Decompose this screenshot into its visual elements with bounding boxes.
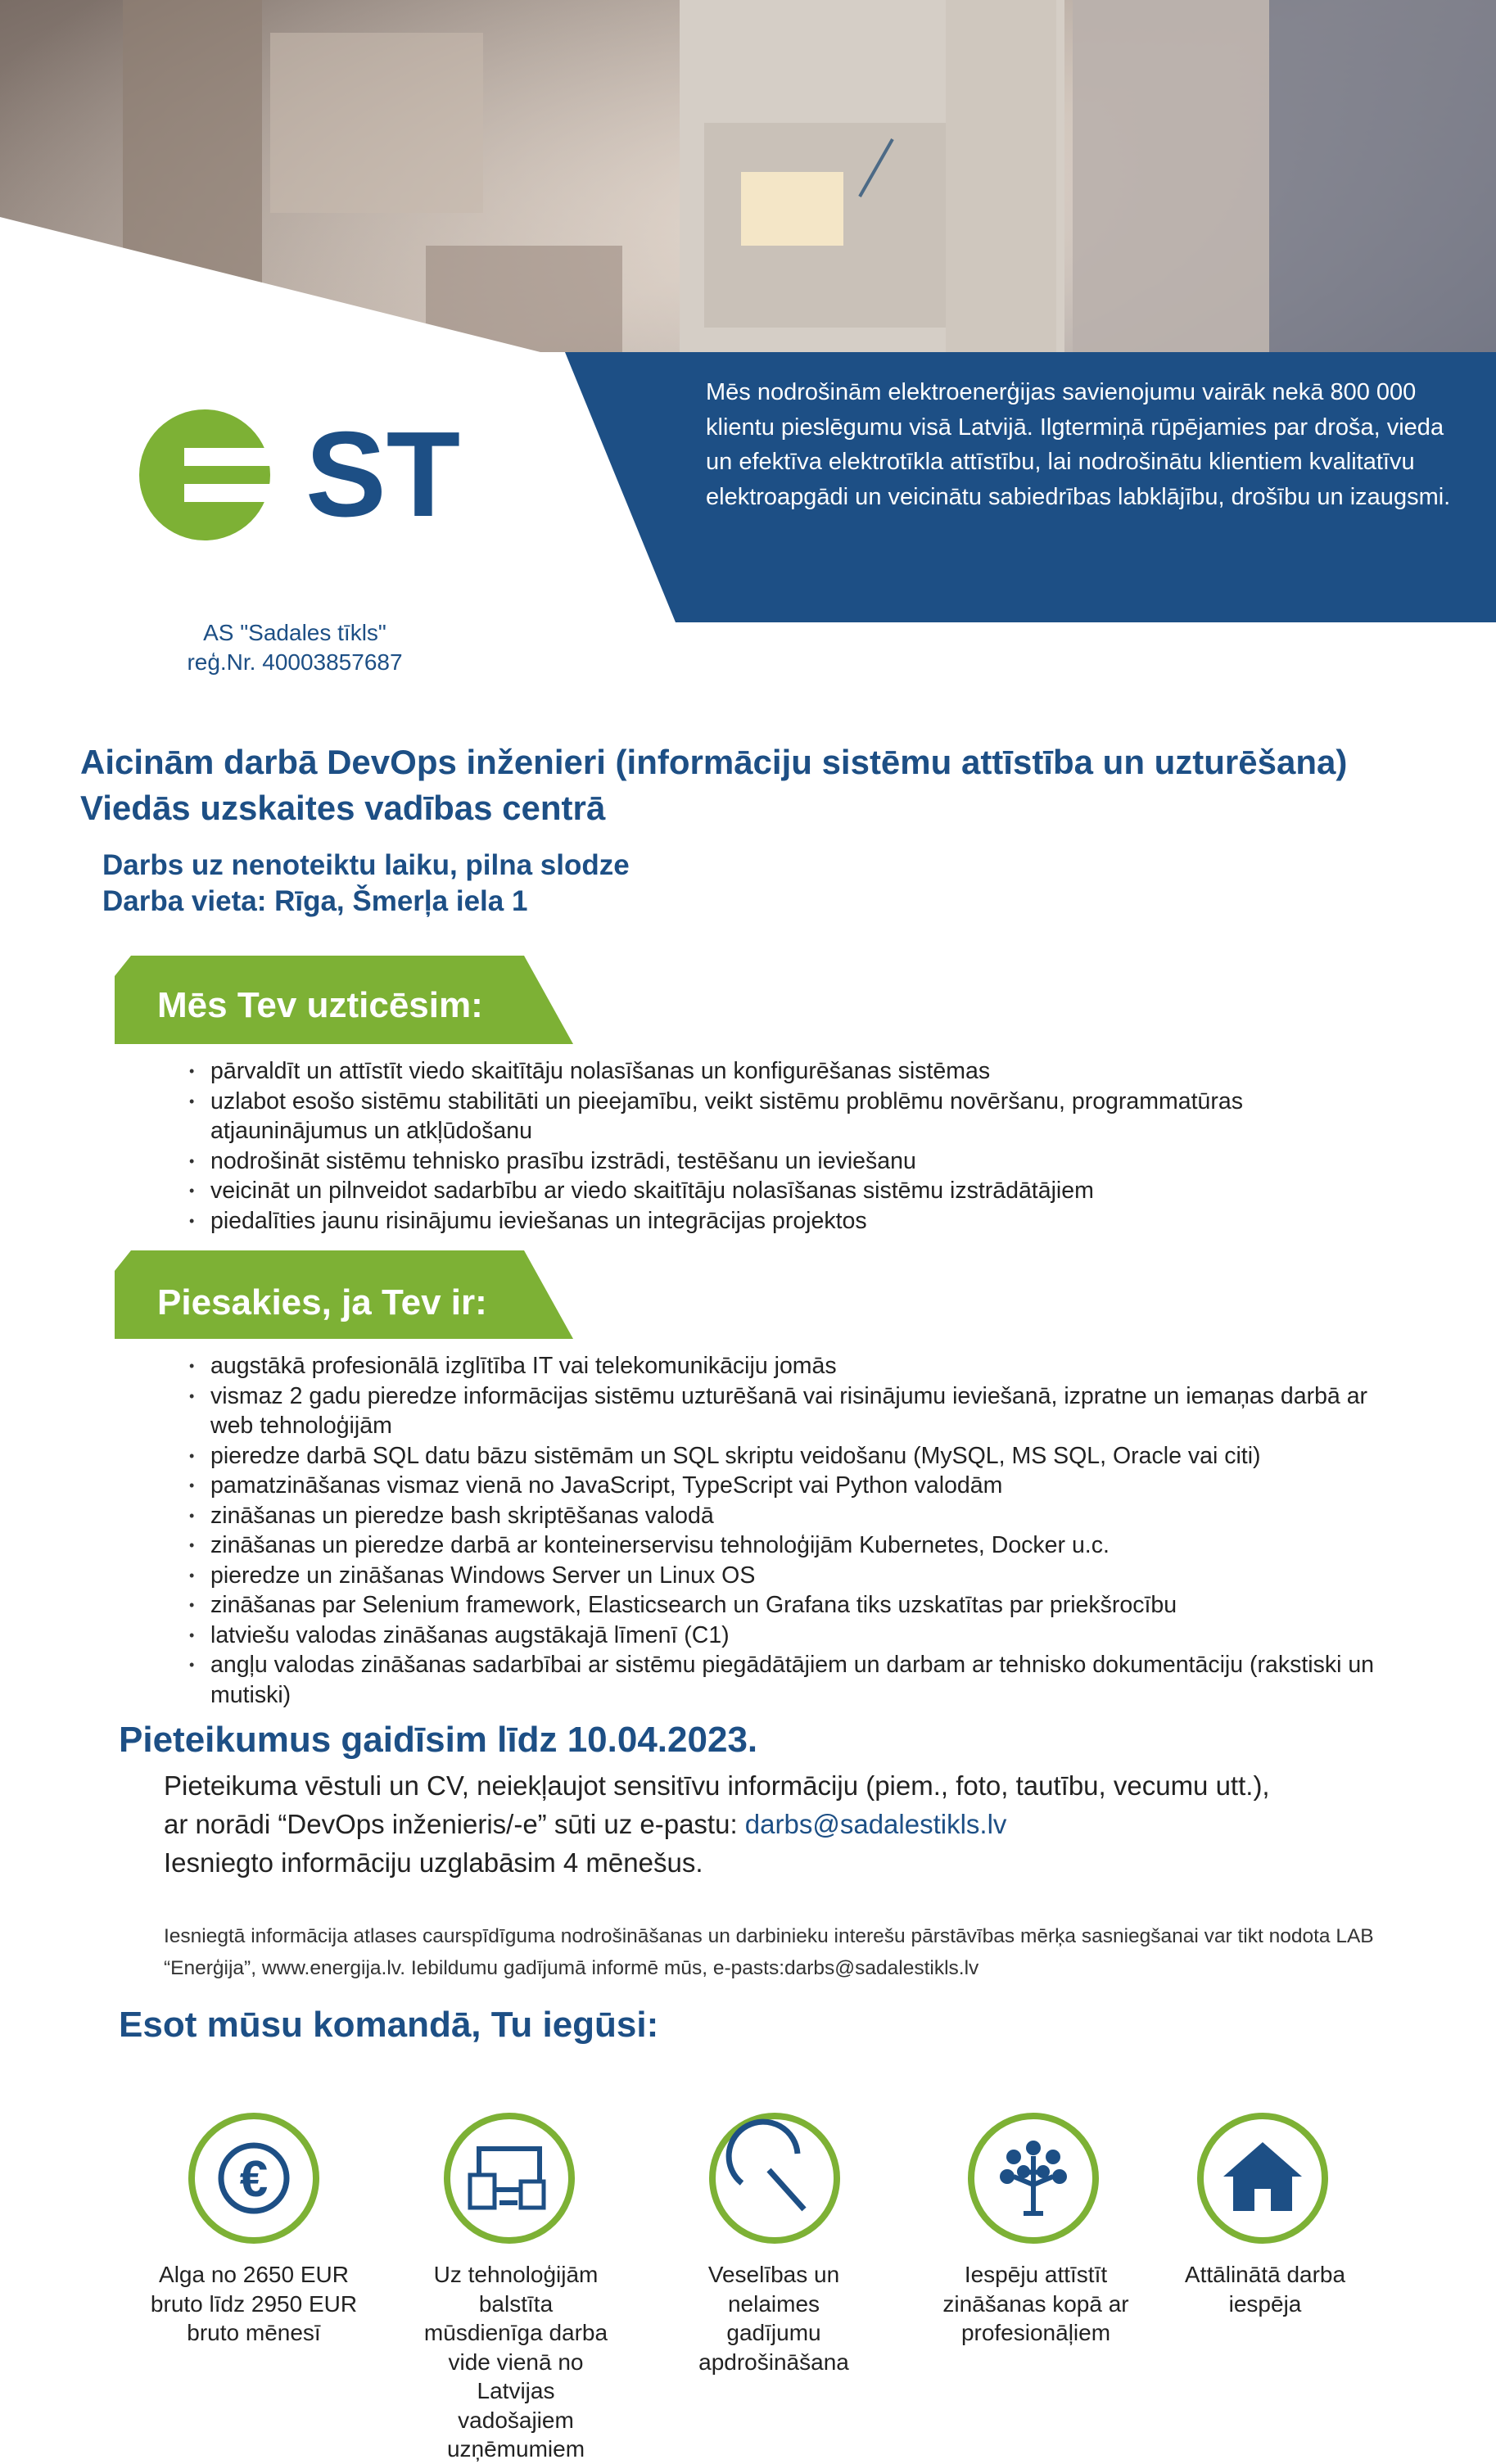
- bullet-icon: •: [189, 1063, 195, 1079]
- benefits-heading: Esot mūsu komandā, Tu iegūsi:: [119, 2005, 659, 2045]
- list-item-text: zināšanas un pieredze darbā ar konteinerservisu tehnoloģijām Kubernetes, Docker u.c.: [210, 1532, 1110, 1558]
- bullet-icon: •: [189, 1626, 195, 1643]
- list-item-text: pārvaldīt un attīstīt viedo skaitītāju nolasīšanas un konfigurēšanas sistēmas: [210, 1058, 991, 1084]
- home-icon: [1195, 2111, 1330, 2245]
- euro-icon: [187, 2111, 321, 2245]
- list-item: [189, 1087, 1406, 1146]
- apply-line2-text: ar norādi “DevOps inženieris/-e” sūti uz e-pastu:: [164, 1809, 745, 1839]
- bullet-icon: •: [189, 1567, 195, 1584]
- benefit-label-insurance: Veselības un nelaimes gadījumu apdrošināšana: [698, 2262, 849, 2375]
- benefit-label-salary: Alga no 2650 EUR bruto līdz 2950 EUR bruto mēnesī: [150, 2262, 358, 2345]
- list-item-text: angļu valodas zināšanas sadarbībai ar sistēmu piegādātājiem un darbam ar tehnisko dokumentāciju (rakstiski un mutiski): [210, 1652, 1375, 1708]
- bullet-icon: •: [189, 1507, 195, 1524]
- list-item-text: pieredze un zināšanas Windows Server un Linux OS: [210, 1562, 756, 1589]
- list-item-text: zināšanas par Selenium framework, Elasticsearch un Grafana tiks uzskatītas par priekšrocību: [210, 1592, 1177, 1618]
- list-item-text: latviešu valodas zināšanas augstākajā līmenī (C1): [210, 1621, 730, 1648]
- email-link[interactable]: darbs@sadalestikls.lv: [744, 1809, 1007, 1839]
- list-item: [189, 1056, 1406, 1087]
- list-item-text: uzlabot esošo sistēmu stabilitāti un pieejamību, veikt sistēmu problēmu novēršanu, programmatūras atjauninājumus un atkļūdošanu: [210, 1087, 1243, 1144]
- list-item-text: pamatzināšanas vismaz vienā no JavaScript, TypeScript vai Python valodām: [210, 1472, 1003, 1499]
- list-item: [189, 1146, 1406, 1177]
- bullet-icon: •: [189, 1152, 195, 1169]
- company-reg: reģ.Nr. 40003857687: [187, 649, 403, 675]
- devices-icon: [442, 2111, 576, 2245]
- bullet-icon: •: [189, 1477, 195, 1494]
- bullet-icon: •: [189, 1358, 195, 1374]
- employment-type: Darbs uz nenoteiktu laiku, pilna slodze: [102, 849, 630, 881]
- bullet-icon: •: [189, 1597, 195, 1613]
- list-item: [189, 1471, 1406, 1501]
- intro-text: Mēs nodrošinām elektroenerģijas savienojumu vairāk nekā 800 000 klientu pieslēgumu visā Latvijā. Ilgtermiņā rūpējamies par droša, vieda un efektīva elektrotīkla attīstību, lai nodrošinātu klientiem kvalitatīvu elektroapgādi un veicinātu sabiedrības labklājību, drošību un izaugsmi.: [706, 379, 1451, 510]
- logo-text: ST: [305, 407, 461, 542]
- list-item: [189, 1501, 1406, 1531]
- requirements-heading: Piesakies, ja Tev ir:: [157, 1282, 487, 1322]
- job-details: [102, 848, 1085, 920]
- benefit-label-workplace: Uz tehnoloģijām balstīta mūsdienīga darba vide vienā no Latvijas vadošajiem uzņēmumiem: [423, 2262, 608, 2462]
- job-title: [80, 739, 1472, 831]
- company-logo: [135, 405, 467, 545]
- list-item: [189, 1381, 1406, 1441]
- list-item: [189, 1441, 1406, 1472]
- list-item: [189, 1176, 1406, 1206]
- list-item: [189, 1561, 1406, 1591]
- bullet-icon: •: [189, 1447, 195, 1464]
- list-item: [189, 1206, 1406, 1237]
- deadline: Pieteikumus gaidīsim līdz 10.04.2023.: [119, 1720, 758, 1760]
- benefit-label-development: Iespēju attīstīt zināšanas kopā ar profesionāļiem: [942, 2262, 1129, 2345]
- trust-list: [189, 1056, 1406, 1236]
- list-item: [189, 1590, 1406, 1621]
- list-item-text: veicināt un pilnveidot sadarbību ar viedo skaitītāju nolasīšanas sistēmu izstrādātājiem: [210, 1178, 1094, 1204]
- requirements-list: [189, 1351, 1406, 1710]
- list-item-text: zināšanas un pieredze bash skriptēšanas valodā: [210, 1502, 714, 1529]
- company-name: AS "Sadales tīkls": [203, 620, 386, 645]
- job-title-line1: Aicinām darbā DevOps inženieri (informāciju sistēmu attīstība un uzturēšana): [80, 743, 1348, 781]
- tree-icon: [966, 2111, 1101, 2245]
- list-item-text: piedalīties jaunu risinājumu ieviešanas un integrācijas projektos: [210, 1207, 867, 1234]
- list-item-text: augstākā profesionālā izglītība IT vai telekomunikāciju jomās: [210, 1353, 837, 1379]
- privacy-notice: Iesniegtā informācija atlases caurspīdīguma nodrošināšanas un darbinieku interešu pārstāvības mērķa sasniegšanai var tikt nodota LAB “Enerģija”, www.energija.lv. Iebildumu gadījumā informē mūs, e-pasts:darbs@sadalestikls.lv: [164, 1925, 1374, 1979]
- bullet-icon: •: [189, 1387, 195, 1404]
- list-item: [189, 1351, 1406, 1381]
- bullet-icon: •: [189, 1092, 195, 1110]
- list-item: [189, 1530, 1406, 1561]
- bullet-icon: •: [189, 1537, 195, 1553]
- bullet-icon: •: [189, 1182, 195, 1199]
- list-item-text: pieredze darbā SQL datu bāzu sistēmām un SQL skriptu veidošanu (MySQL, MS SQL, Oracle vai citi): [210, 1442, 1261, 1469]
- list-item-text: vismaz 2 gadu pieredze informācijas sistēmu uzturēšanā vai risinājumu ieviešanā, izpratne un iemaņas darbā ar web tehnoloģijām: [210, 1382, 1368, 1439]
- bullet-icon: •: [189, 1657, 195, 1673]
- svg-text:€: €: [239, 2151, 269, 2208]
- list-item: [189, 1621, 1406, 1651]
- job-title-line2: Viedās uzskaites vadības centrā: [80, 789, 606, 827]
- application-instructions: [164, 1766, 1441, 1882]
- list-item-text: nodrošināt sistēmu tehnisko prasību izstrādi, testēšanu un ieviešanu: [210, 1147, 916, 1174]
- list-item: [189, 1650, 1406, 1710]
- benefit-label-remote: Attālinātā darba iespēja: [1184, 2262, 1346, 2317]
- section-banner-requirements: [115, 1250, 573, 1339]
- apply-line3: Iesniegto informāciju uzglabāsim 4 mēnešus.: [164, 1847, 703, 1878]
- job-location: Darba vieta: Rīga, Šmerļa iela 1: [102, 885, 528, 917]
- trust-heading: Mēs Tev uzticēsim:: [157, 985, 483, 1025]
- bullet-icon: •: [189, 1212, 195, 1229]
- company-info: [139, 618, 450, 677]
- apply-line2: [164, 1805, 1441, 1843]
- section-banner-trust: [115, 956, 573, 1044]
- umbrella-icon: [707, 2111, 842, 2245]
- apply-line1: Pieteikuma vēstuli un CV, neiekļaujot sensitīvu informāciju (piem., foto, tautību, vecumu utt.),: [164, 1770, 1270, 1801]
